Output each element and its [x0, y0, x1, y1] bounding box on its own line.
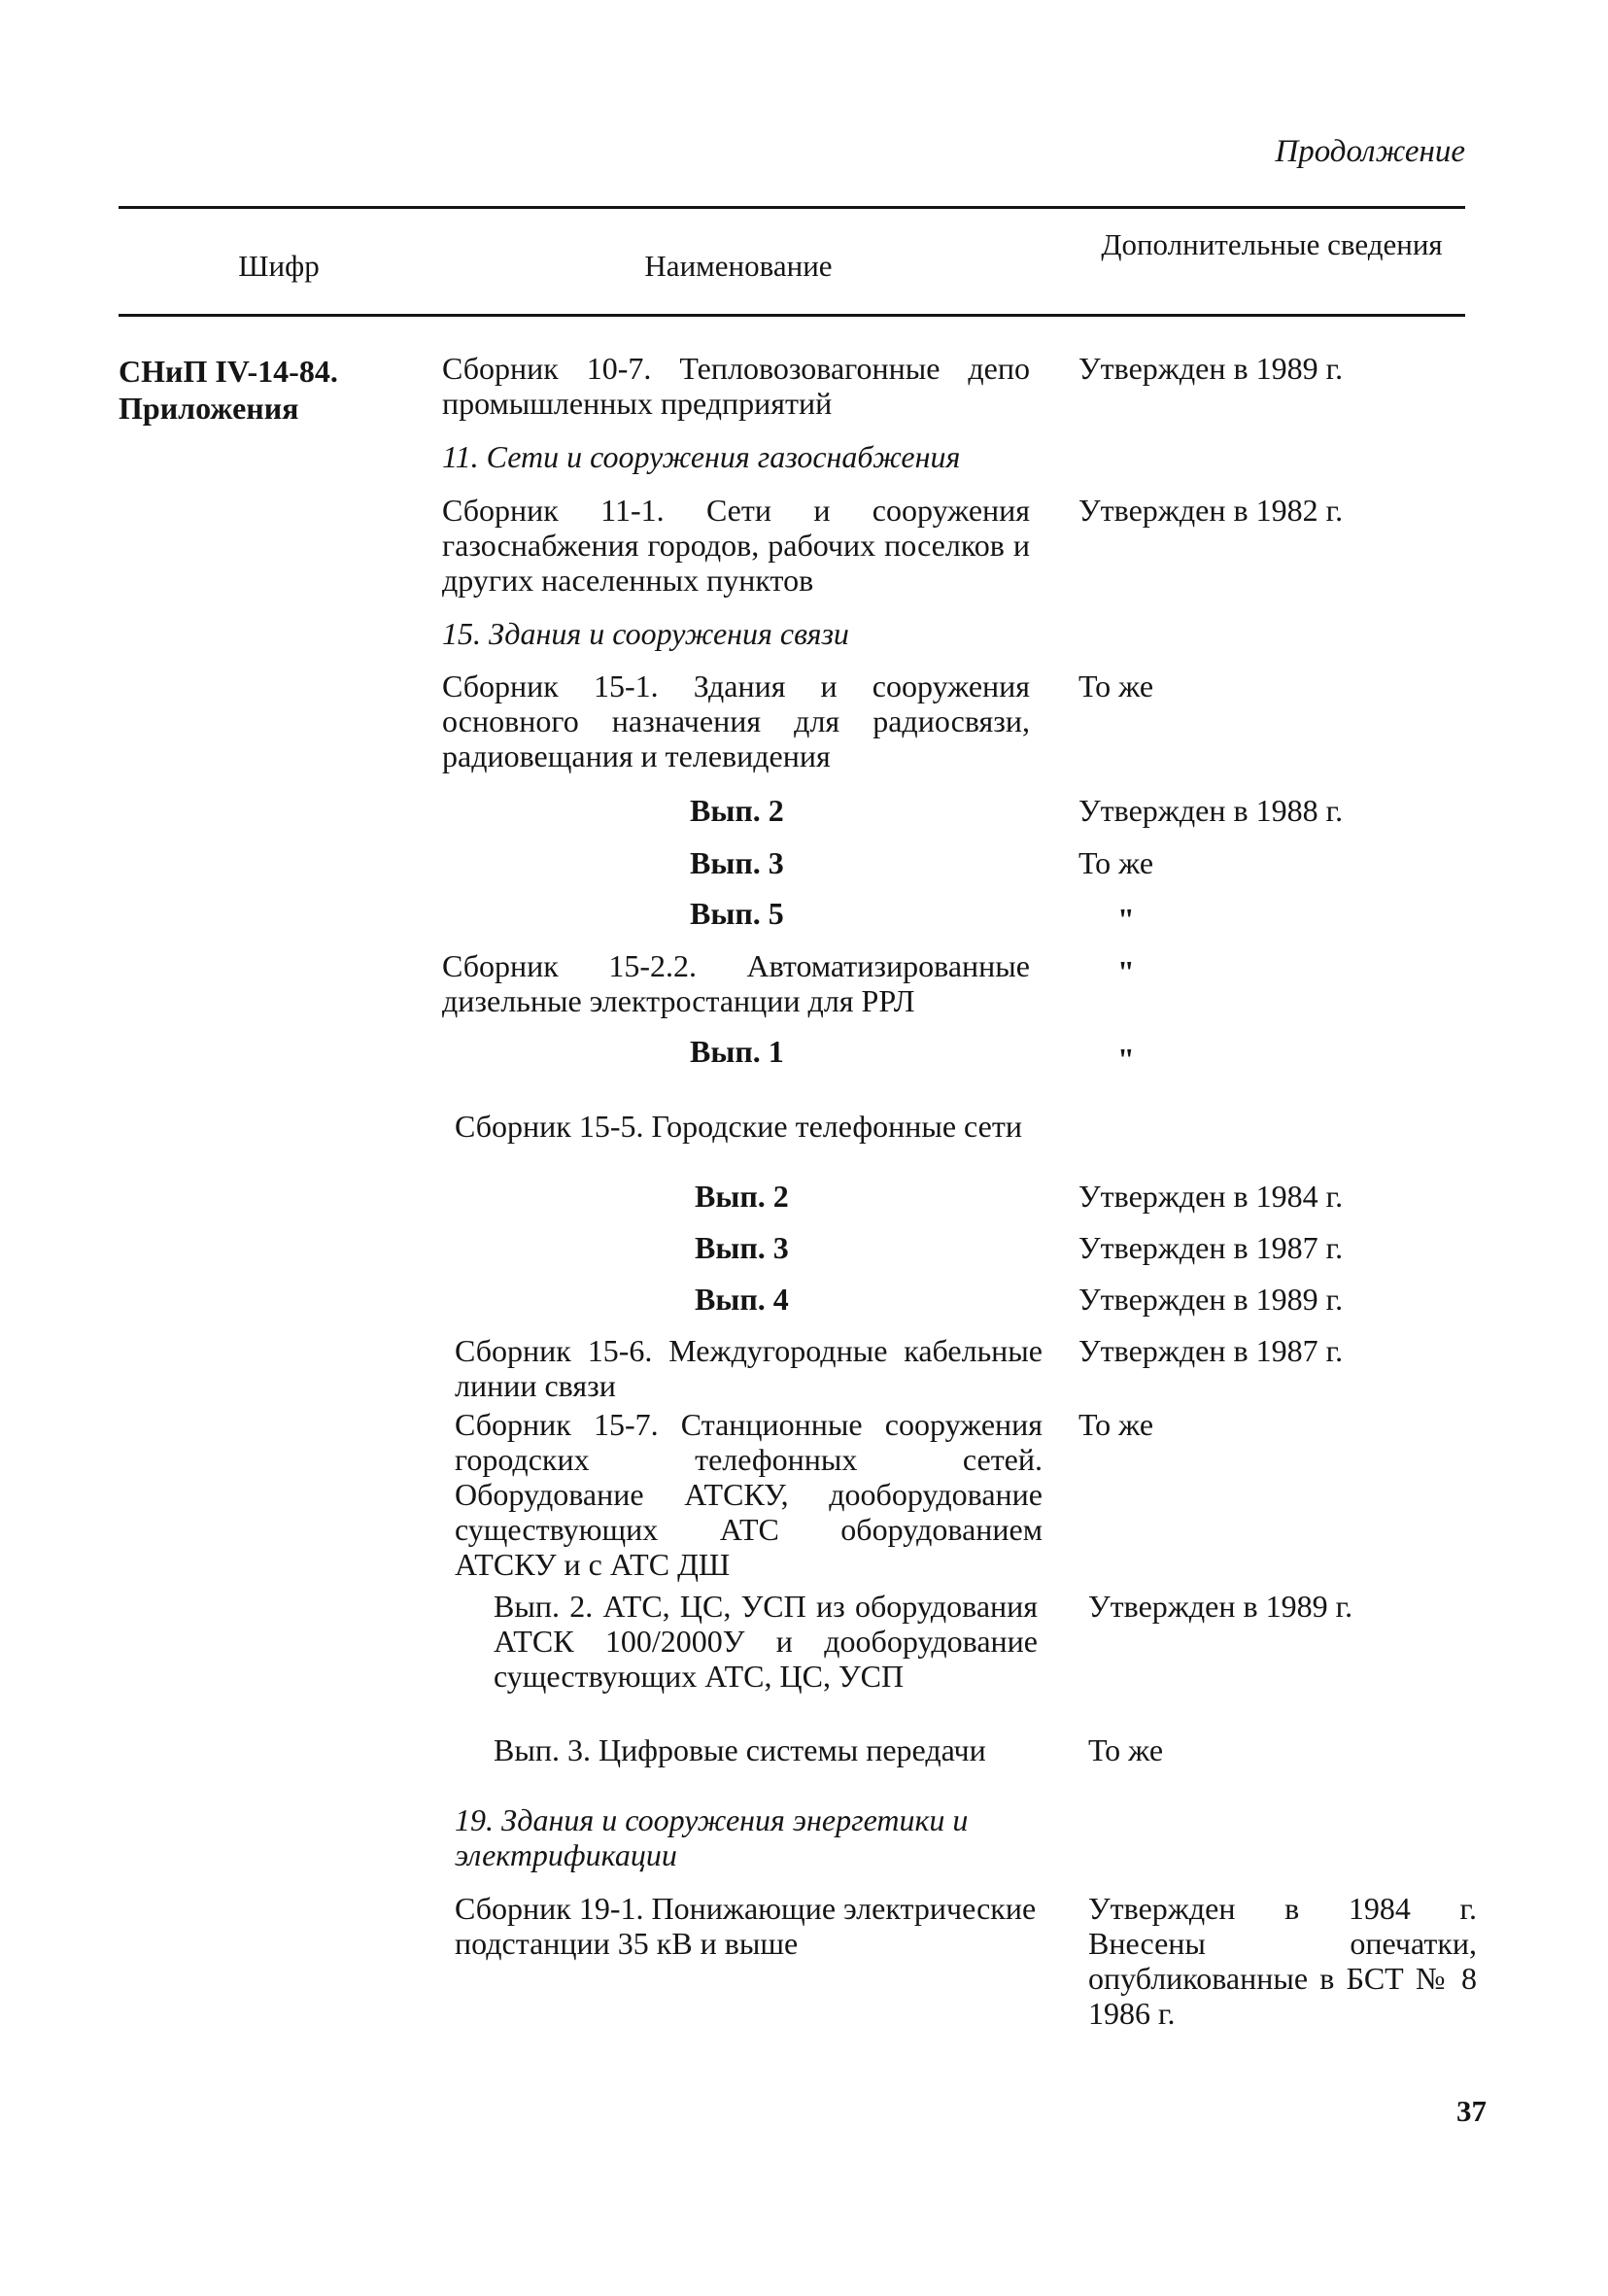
- table-row-name: Сборник 15-7. Станционные сооружения городских телефонных сетей. Оборудование АТСКУ, дооборудование существующих АТС оборудованием АТСКУ и с АТС ДШ: [455, 1407, 1043, 1582]
- ditto-mark: ": [1117, 954, 1135, 989]
- issue-label: Вып. 2: [690, 793, 784, 828]
- table-row-extra: То же: [1088, 1732, 1164, 1767]
- table-row-extra: Утвержден в 1984 г. Внесены опечатки, опубликованные в БСТ № 8 1986 г.: [1088, 1891, 1477, 2031]
- issue-label: Вып. 1: [690, 1034, 784, 1069]
- header-extra: Дополнительные сведения: [1101, 227, 1443, 261]
- table-row-name: Вып. 3. Цифровые системы передачи: [494, 1732, 986, 1767]
- table-row-extra: Утвержден в 1982 г.: [1078, 493, 1344, 528]
- table-row-extra: Утвержден в 1989 г.: [1078, 1282, 1344, 1317]
- page-number: 37: [1456, 2094, 1487, 2128]
- table-row-extra: Утвержден в 1989 г.: [1078, 351, 1344, 386]
- issue-label: Вып. 3: [695, 1230, 789, 1265]
- issue-label: Вып. 3: [690, 845, 784, 880]
- section-heading: 15. Здания и сооружения связи: [442, 616, 849, 651]
- table-top-rule: [119, 206, 1465, 209]
- table-row-extra: То же: [1078, 668, 1154, 703]
- ditto-mark: ": [1117, 1042, 1135, 1077]
- table-row-extra: Утвержден в 1987 г.: [1078, 1230, 1344, 1265]
- continuation-label: Продолжение: [1275, 134, 1465, 169]
- section-heading: 19. Здания и сооружения энергетики и электрификации: [455, 1802, 969, 1872]
- table-row-extra: То же: [1078, 1407, 1154, 1442]
- table-row-name: Сборник 15-6. Междугородные кабельные линии связи: [455, 1333, 1043, 1403]
- issue-label: Вып. 4: [695, 1282, 789, 1317]
- table-row-extra: Утвержден в 1988 г.: [1078, 793, 1344, 828]
- table-row-name: Сборник 15-2.2. Автоматизированные дизельные электростанции для РРЛ: [442, 948, 1030, 1018]
- ditto-mark: ": [1117, 902, 1135, 937]
- code-line-2: Приложения: [119, 391, 299, 426]
- table-row-name: Сборник 15-1. Здания и сооружения основного назначения для радиосвязи, радиовещания и телевидения: [442, 668, 1030, 773]
- table-row-extra: Утвержден в 1987 г.: [1078, 1333, 1344, 1368]
- table-header-rule: [119, 314, 1465, 317]
- table-row-extra: То же: [1078, 845, 1154, 880]
- issue-label: Вып. 5: [690, 896, 784, 931]
- table-row-name: Сборник 15-5. Городские телефонные сети: [455, 1109, 1022, 1144]
- header-name: Наименование: [644, 249, 833, 283]
- header-code: Шифр: [238, 249, 320, 283]
- issue-label: Вып. 2: [695, 1179, 789, 1214]
- table-row-name: Сборник 10-7. Тепловозовагонные депо промышленных предприятий: [442, 351, 1030, 421]
- table-row-name: Вып. 2. АТС, ЦС, УСП из оборудования АТСК 100/2000У и дооборудование существующих АТС, ЦС, УСП: [494, 1589, 1038, 1694]
- table-row-extra: Утвержден в 1989 г.: [1088, 1589, 1353, 1624]
- code-line-1: СНиП IV-14-84.: [119, 354, 338, 389]
- table-row-name: Сборник 19-1. Понижающие электрические подстанции 35 кВ и выше: [455, 1891, 1037, 1961]
- table-row-name: Сборник 11-1. Сети и сооружения газоснабжения городов, рабочих поселков и других населенных пунктов: [442, 493, 1030, 598]
- section-heading: 11. Сети и сооружения газоснабжения: [442, 439, 961, 474]
- table-row-extra: Утвержден в 1984 г.: [1078, 1179, 1344, 1214]
